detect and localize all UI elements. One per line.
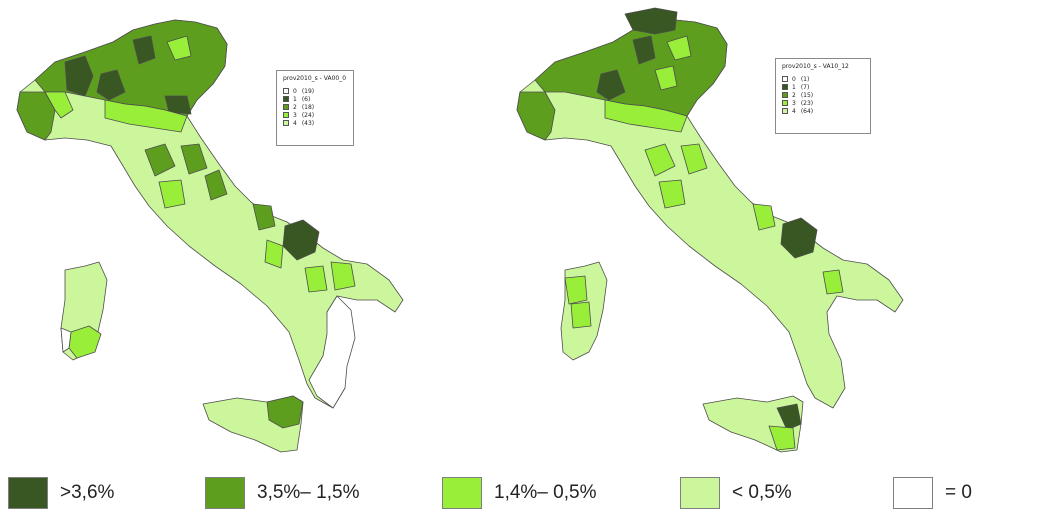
legend-class: 1	[792, 83, 796, 91]
legend-row	[283, 103, 347, 111]
legend-swatch	[283, 104, 289, 110]
legend-class: 4	[293, 119, 297, 127]
legend-swatch	[283, 112, 289, 118]
legend-swatch	[782, 100, 788, 106]
legend-count: (6)	[301, 95, 311, 103]
legend-row	[283, 111, 347, 119]
legend-count: (43)	[301, 119, 315, 127]
map-panel-left	[5, 0, 415, 460]
legend-swatch	[442, 477, 482, 509]
legend-row	[782, 83, 864, 91]
legend-row	[782, 91, 864, 99]
legend-item-zero	[893, 477, 972, 509]
legend-label: 1,4%– 0,5%	[494, 482, 597, 503]
legend-title: prov2010_s - VA00_0	[283, 75, 347, 82]
alpine-dark-province	[625, 8, 677, 34]
legend-count: (1)	[800, 75, 810, 83]
legend-row	[283, 87, 347, 95]
legend-label: 3,5%– 1,5%	[257, 482, 360, 503]
legend-count: (19)	[301, 87, 315, 95]
legend-count: (64)	[800, 107, 814, 115]
legend-count: (24)	[301, 111, 315, 119]
legend-swatch	[893, 477, 933, 509]
legend-row	[782, 75, 864, 83]
legend-row	[782, 99, 864, 107]
legend-class: 2	[792, 91, 796, 99]
map-panel-right	[505, 0, 915, 460]
legend-class: 2	[293, 103, 297, 111]
legend-title: prov2010_s - VA10_12	[782, 63, 849, 70]
sardinia-south-province	[69, 326, 101, 358]
legend-swatch	[283, 88, 289, 94]
legend-swatch	[205, 477, 245, 509]
legend-class: 4	[792, 107, 796, 115]
northwest-province	[517, 92, 555, 140]
italy-map-2000	[5, 0, 415, 460]
south-light-province-b	[331, 262, 355, 290]
legend-count: (18)	[301, 103, 315, 111]
bottom-legend	[0, 477, 1044, 513]
legend-label: < 0,5%	[732, 482, 792, 503]
sardinia-west-province	[565, 276, 587, 304]
map-legend-right	[775, 58, 871, 134]
legend-swatch	[8, 477, 48, 509]
south-light-province-c	[305, 266, 327, 292]
legend-count: (7)	[800, 83, 810, 91]
legend-row	[283, 119, 347, 127]
legend-item-3-5-to-1-5	[205, 477, 359, 509]
map-legend-left	[276, 70, 354, 146]
legend-item-1-4-to-0-5	[442, 477, 596, 509]
legend-class: 3	[792, 99, 796, 107]
sardinia-center-province	[571, 302, 591, 328]
legend-class: 0	[792, 75, 796, 83]
legend-swatch	[680, 477, 720, 509]
legend-row	[782, 107, 864, 115]
legend-label: = 0	[945, 482, 972, 503]
legend-class: 0	[293, 87, 297, 95]
legend-swatch	[782, 108, 788, 114]
legend-swatch	[782, 84, 788, 90]
legend-swatch	[283, 120, 289, 126]
legend-swatch	[283, 96, 289, 102]
legend-swatch	[782, 76, 788, 82]
legend-item-below-0-5	[680, 477, 792, 509]
legend-count: (23)	[800, 99, 814, 107]
legend-row	[283, 95, 347, 103]
legend-class: 1	[293, 95, 297, 103]
legend-item-above-3-6	[8, 477, 114, 509]
legend-count: (15)	[800, 91, 814, 99]
south-light-province	[823, 270, 843, 294]
legend-label: >3,6%	[60, 482, 115, 503]
legend-class: 3	[293, 111, 297, 119]
legend-swatch	[782, 92, 788, 98]
